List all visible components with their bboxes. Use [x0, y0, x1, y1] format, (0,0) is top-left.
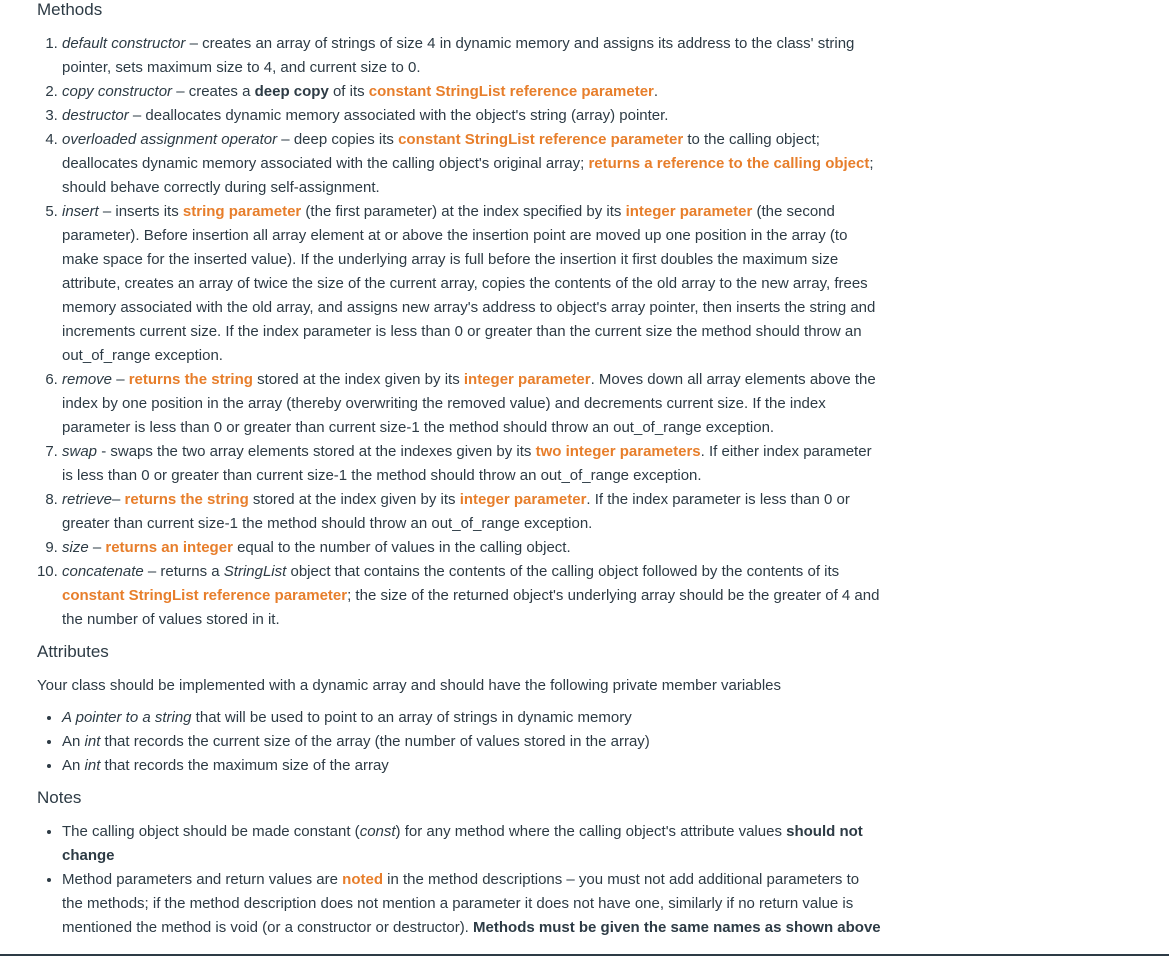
text-run: – creates an array of strings of size 4 in dynamic memory and assigns its address to the class' string pointer, sets maximum size to 4, and current size to 0.: [62, 35, 855, 76]
method-item: [62, 560, 882, 632]
text-run: An: [62, 757, 85, 774]
highlighted-term: two integer parameters: [535, 443, 701, 460]
text-run: . Moves down all array elements above the index by one position in the array (thereby overwriting the removed value) and decrements current size. If the index parameter is less than 0 or greater than current size-1 the method should throw an out_of_range exception.: [62, 371, 876, 436]
method-name: default constructor: [62, 35, 186, 52]
text-run: Method parameters and return values are: [62, 871, 343, 888]
text-run: that records the current size of the array (the number of values stored in the array): [100, 733, 650, 750]
bold-term: deep copy: [254, 83, 329, 100]
method-item: [62, 536, 882, 560]
notes-heading: Notes: [37, 788, 82, 807]
attributes-list: [37, 706, 882, 778]
text-run: stored at the index given by its: [252, 371, 464, 388]
method-item: [62, 32, 882, 80]
attribute-item: [62, 706, 882, 730]
text-run: equal to the number of values in the calling object.: [232, 539, 571, 556]
method-name: overloaded assignment operator: [62, 131, 278, 148]
method-name: concatenate: [62, 563, 144, 580]
highlighted-term: integer parameter: [463, 371, 591, 388]
text-run: –: [112, 491, 125, 508]
highlighted-term: returns the string: [124, 491, 249, 508]
method-item: [62, 80, 882, 104]
highlighted-term: string parameter: [182, 203, 302, 220]
text-run: An: [62, 733, 85, 750]
note-item: [62, 868, 882, 940]
highlighted-term: returns the string: [128, 371, 253, 388]
attribute-item: [62, 730, 882, 754]
text-run: that records the maximum size of the array: [100, 757, 389, 774]
text-run: stored at the index given by its: [248, 491, 460, 508]
highlighted-term: noted: [342, 871, 383, 888]
bottom-divider: [0, 954, 1169, 956]
text-run: int: [84, 757, 101, 774]
method-item: [62, 104, 882, 128]
highlighted-term: integer parameter: [625, 203, 753, 220]
method-name: copy constructor: [62, 83, 173, 100]
text-run: that will be used to point to an array of strings in dynamic memory: [191, 709, 632, 726]
method-name: remove: [62, 371, 113, 388]
text-run: int: [84, 733, 101, 750]
attribute-item: [62, 754, 882, 778]
method-name: insert: [62, 203, 99, 220]
text-run: . If either index parameter is less than 0 or greater than current size-1 the method should throw an out_of_range exception.: [62, 443, 872, 484]
method-item: [62, 128, 882, 200]
text-run: – creates a: [172, 83, 255, 100]
text-run: const: [359, 823, 396, 840]
attributes-intro: Your class should be implemented with a dynamic array and should have the following private member variables: [37, 677, 782, 694]
method-item: [62, 200, 882, 368]
text-run: The calling object should be made constant (: [62, 823, 360, 840]
highlighted-term: constant StringList reference parameter: [368, 83, 654, 100]
notes-list: [37, 820, 882, 940]
text-run: to the calling object; deallocates dynamic memory associated with the calling object's original array;: [62, 131, 820, 172]
text-run: of its: [328, 83, 369, 100]
text-run: A pointer to a string: [62, 709, 192, 726]
method-item: [62, 368, 882, 440]
method-name: retrieve: [62, 491, 113, 508]
text-run: –: [88, 539, 106, 556]
text-run: – inserts its: [98, 203, 183, 220]
text-run: – deep copies its: [277, 131, 399, 148]
text-run: StringList: [223, 563, 287, 580]
text-run: object that contains the contents of the calling object followed by the contents of its: [286, 563, 840, 580]
highlighted-term: returns an integer: [105, 539, 233, 556]
text-run: – returns a: [143, 563, 224, 580]
bold-term: Methods must be given the same names as shown above: [473, 919, 881, 936]
highlighted-term: returns a reference to the calling object: [588, 155, 870, 172]
method-name: swap: [62, 443, 98, 460]
text-run: ) for any method where the calling object's attribute values: [395, 823, 787, 840]
text-run: – deallocates dynamic memory associated with the object's string (array) pointer.: [128, 107, 669, 124]
method-name: size: [62, 539, 89, 556]
text-run: –: [112, 371, 129, 388]
note-item: [62, 820, 882, 868]
attributes-heading: Attributes: [37, 642, 109, 661]
text-run: in the method descriptions – you must not add additional parameters to the methods; if the method description does not mention a parameter it does not have one, similarly if no return value is mentioned the method is void (or a constructor or destructor).: [62, 871, 860, 936]
document-body: [37, 0, 882, 948]
text-run: ; the size of the returned object's underlying array should be the greater of 4 and the number of values stored in it.: [62, 587, 880, 628]
text-run: (the first parameter) at the index specified by its: [301, 203, 626, 220]
highlighted-term: constant StringList reference parameter: [398, 131, 684, 148]
text-run: .: [653, 83, 659, 100]
method-name: destructor: [62, 107, 129, 124]
method-item: [62, 440, 882, 488]
method-item: [62, 488, 882, 536]
bold-term: should not change: [62, 823, 863, 864]
highlighted-term: constant StringList reference parameter: [62, 587, 348, 604]
methods-heading: Methods: [37, 0, 103, 19]
highlighted-term: integer parameter: [459, 491, 587, 508]
text-run: ; should behave correctly during self-assignment.: [62, 155, 874, 196]
text-run: - swaps the two array elements stored at the indexes given by its: [97, 443, 536, 460]
methods-list: [37, 32, 882, 632]
text-run: . If the index parameter is less than 0 or greater than current size-1 the method should throw an out_of_range exception.: [62, 491, 850, 532]
text-run: (the second parameter). Before insertion all array element at or above the insertion point are moved up one position in the array (to make space for the inserted value). If the underlying array is full before the insertion it first doubles the maximum size attribute, creates an array of twice the size of the current array, copies the contents of the old array to the new array, frees memory associated with the old array, and assigns new array's address to object's array pointer, then inserts the string and increments current size. If the index parameter is less than 0 or greater than the current size the method should throw an out_of_range exception.: [62, 203, 876, 364]
